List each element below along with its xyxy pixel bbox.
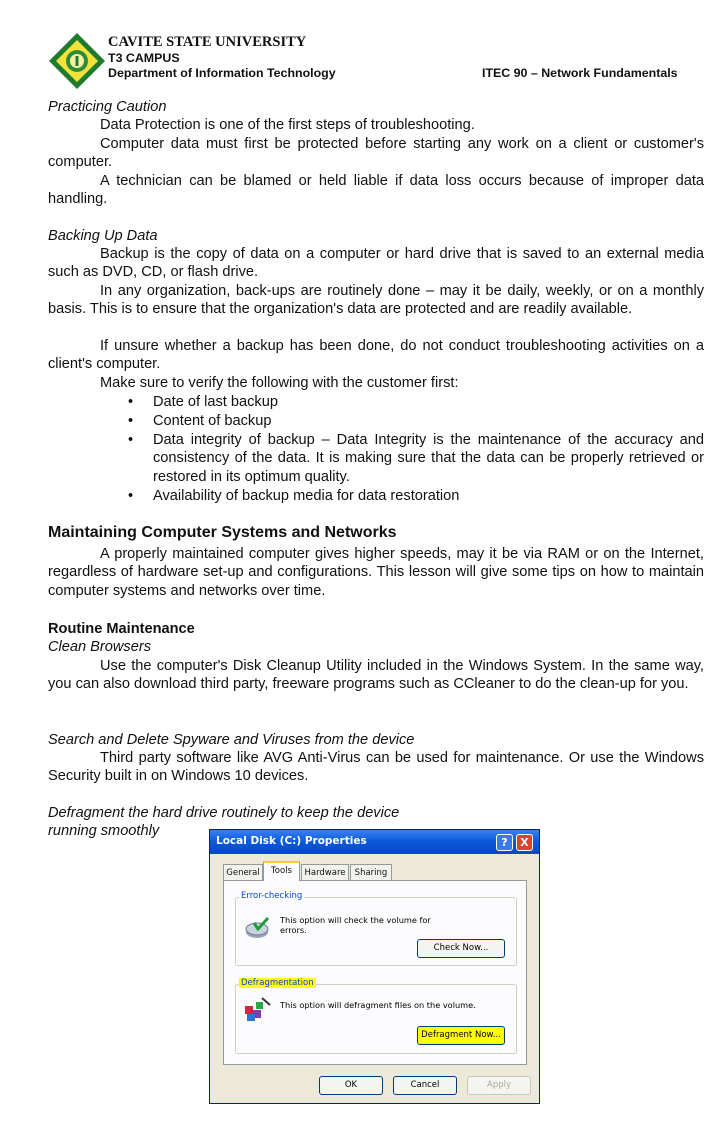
help-button[interactable]: ? <box>496 834 513 851</box>
tab-general[interactable]: General <box>223 864 263 881</box>
backup-heading: Backing Up Data <box>48 228 158 244</box>
dialog-title: Local Disk (C:) Properties <box>216 835 367 847</box>
campus-name: T3 CAMPUS <box>108 51 180 65</box>
dialog-titlebar <box>210 830 539 854</box>
caution-paragraph-2: Computer data must first be protected before starting any work on a client or customer's computer. <box>48 136 704 171</box>
apply-button[interactable]: Apply <box>467 1076 531 1095</box>
university-name: CAVITE STATE UNIVERSITY <box>108 34 307 50</box>
defragment-heading-line1: Defragment the hard drive routinely to keep the device <box>48 805 400 821</box>
caution-paragraph-1: Data Protection is one of the first steps of troubleshooting. <box>100 117 475 133</box>
disk-properties-dialog <box>209 829 540 1104</box>
defragmentation-label: Defragmentation <box>241 978 314 988</box>
bullet-marker: • <box>128 413 134 429</box>
university-logo <box>48 32 106 90</box>
bullet-marker: • <box>128 394 134 410</box>
tab-tools[interactable]: Tools <box>263 861 300 881</box>
backup-paragraph-1: Backup is the copy of data on a computer or hard drive that is saved to an external media such as DVD, CD, or flash drive. <box>48 246 704 281</box>
clean-browsers-paragraph: Use the computer's Disk Cleanup Utility included in the Windows System. In the same way, you can also download third party, freeware programs such as CCleaner to do the clean-up for you. <box>48 658 704 693</box>
maintaining-heading: Maintaining Computer Systems and Networks <box>48 524 397 541</box>
bullet-marker: • <box>128 432 134 448</box>
department-name: Department of Information Technology <box>108 66 336 80</box>
bullet-item: Data integrity of backup – Data Integrity is the maintenance of the accuracy and consistency of the data. It is making sure that the data can be properly retrieved or restored in its optimum quality. <box>153 432 704 485</box>
bullet-marker: • <box>128 488 134 504</box>
clean-browsers-heading: Clean Browsers <box>48 639 152 655</box>
caution-paragraph-3: A technician can be blamed or held liable if data loss occurs because of improper data handling. <box>48 173 704 208</box>
backup-paragraph-3: If unsure whether a backup has been done, do not conduct troubleshooting activities on a client's computer. <box>48 338 704 373</box>
defragment-heading-line2: running smoothly <box>48 823 160 839</box>
tab-sharing[interactable]: Sharing <box>350 864 392 881</box>
check-now-button[interactable]: Check Now... <box>417 939 505 958</box>
close-button[interactable]: X <box>516 834 533 851</box>
defragmentation-text: This option will defragment files on the volume. <box>280 1000 476 1010</box>
defragment-icon <box>244 996 272 1022</box>
spyware-paragraph: Third party software like AVG Anti-Virus can be used for maintenance. Or use the Windows Security built in on Windows 10 devices. <box>48 750 704 785</box>
bullet-item: Availability of backup media for data restoration <box>153 488 460 504</box>
bullet-item: Content of backup <box>153 413 272 429</box>
backup-paragraph-2: In any organization, back-ups are routinely done – may it be daily, weekly, or on a monthly basis. This is to ensure that the organization's data are protected and are readily available. <box>48 283 704 318</box>
defragment-now-button[interactable]: Defragment Now... <box>417 1026 505 1045</box>
maintaining-paragraph: A properly maintained computer gives higher speeds, may it be via RAM or on the Internet, regardless of hardware set-up and configurations. This lesson will give some tips on how to maintain computer systems and networks over time. <box>48 546 704 599</box>
disk-check-icon <box>244 917 272 941</box>
error-checking-text: This option will check the volume for errors. <box>280 915 431 935</box>
error-checking-label: Error-checking <box>241 891 303 901</box>
tools-panel <box>223 880 527 1065</box>
bullet-item: Date of last backup <box>153 394 278 410</box>
backup-paragraph-4: Make sure to verify the following with the customer first: <box>100 375 459 391</box>
tab-hardware[interactable]: Hardware <box>301 864 349 881</box>
spyware-heading: Search and Delete Spyware and Viruses from the device <box>48 732 415 748</box>
cancel-button[interactable]: Cancel <box>393 1076 457 1095</box>
ok-button[interactable]: OK <box>319 1076 383 1095</box>
course-title: ITEC 90 – Network Fundamentals <box>482 66 678 80</box>
caution-heading: Practicing Caution <box>48 99 167 115</box>
routine-heading: Routine Maintenance <box>48 621 195 637</box>
